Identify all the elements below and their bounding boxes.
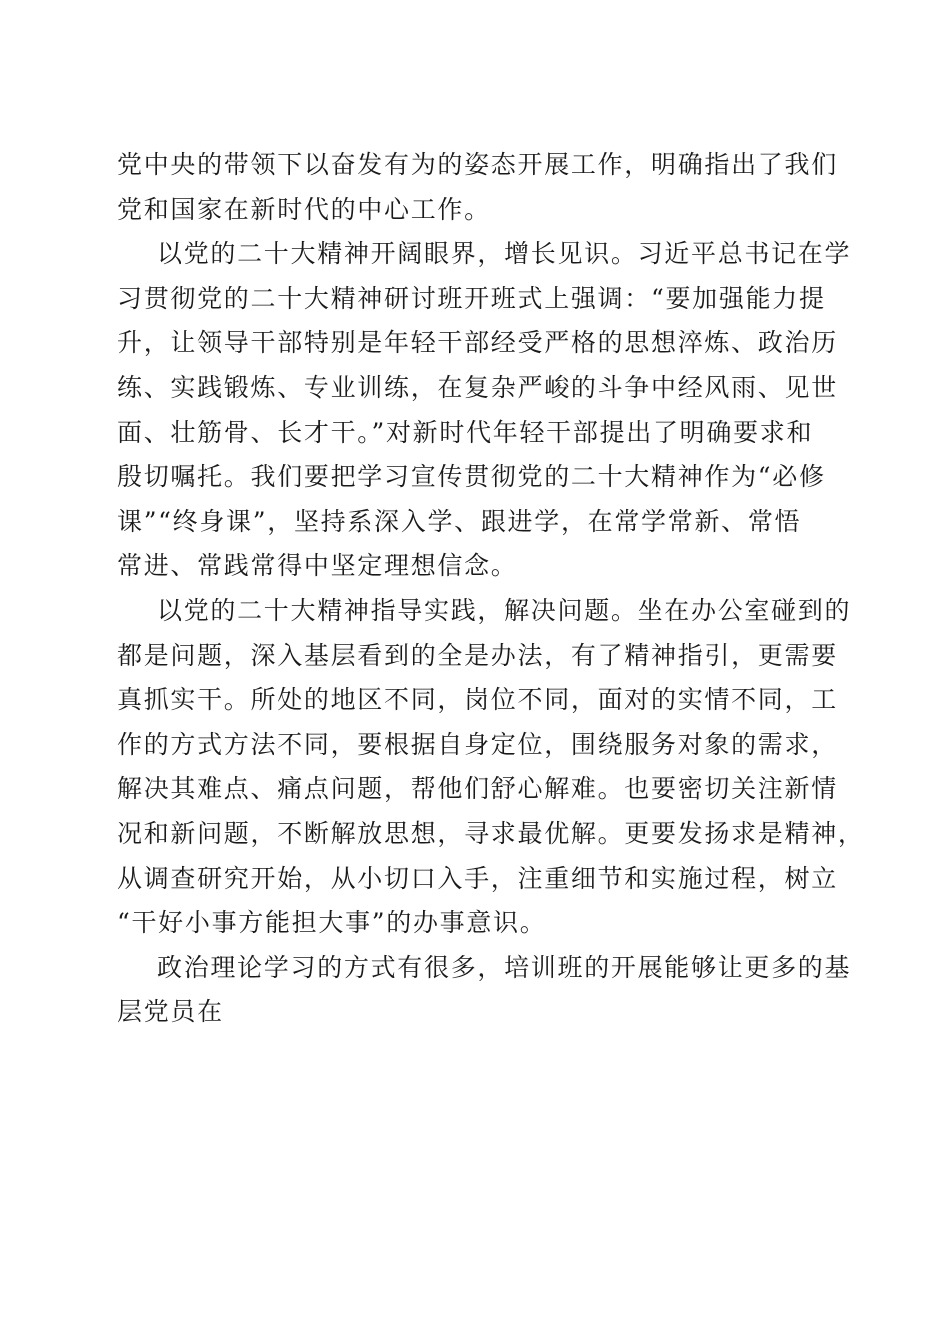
text-line: 以党的二十大精神开阔眼界，增长见识。习近平总书记在学 (157, 239, 852, 269)
text-line: 作的方式方法不同，要根据自身定位，围绕服务对象的需求， (117, 729, 838, 759)
document-body (117, 143, 865, 1035)
text-line: 真抓实干。所处的地区不同，岗位不同，面对的实情不同，工 (117, 685, 838, 715)
text-line: 政治理论学习的方式有很多，培训班的开展能够让更多的基 (157, 952, 852, 982)
text-line: 况和新问题，不断解放思想，寻求最优解。更要发扬求是精神， (117, 818, 865, 848)
paragraph-1 (117, 143, 837, 232)
text-line: 层党员在 (117, 997, 224, 1027)
text-line: 练、实践锻炼、专业训练，在复杂严峻的斗争中经风雨、见世 (117, 372, 838, 402)
paragraph-2 (117, 232, 852, 589)
text-line: 都是问题，深入基层看到的全是办法，有了精神指引，更需要 (117, 640, 838, 670)
text-line: 解决其难点、痛点问题，帮他们舒心解难。也要密切关注新情 (117, 774, 838, 804)
text-line: 从调查研究开始，从小切口入手，注重细节和实施过程，树立 (117, 863, 838, 893)
text-line: 以党的二十大精神指导实践，解决问题。坐在办公室碰到的 (157, 595, 852, 625)
paragraph-4 (117, 946, 852, 1035)
text-line: “干好小事方能担大事”的办事意识。 (117, 908, 547, 938)
text-line: 殷切嘱托。我们要把学习宣传贯彻党的二十大精神作为“必修 (117, 462, 826, 492)
text-line: 习贯彻党的二十大精神研讨班开班式上强调：“要加强能力提 (117, 283, 826, 313)
text-line: 党和国家在新时代的中心工作。 (117, 194, 491, 224)
paragraph-3 (117, 589, 865, 946)
text-line: 课”“终身课”，坚持系深入学、跟进学，在常学常新、常悟 (117, 506, 802, 536)
text-line: 升，让领导干部特别是年轻干部经受严格的思想淬炼、政治历 (117, 328, 838, 358)
text-line: 常进、常践常得中坚定理想信念。 (117, 551, 518, 581)
text-line: 党中央的带领下以奋发有为的姿态开展工作，明确指出了我们 (117, 150, 838, 179)
text-line: 面、壮筋骨、长才干。”对新时代年轻干部提出了明确要求和 (117, 417, 814, 447)
